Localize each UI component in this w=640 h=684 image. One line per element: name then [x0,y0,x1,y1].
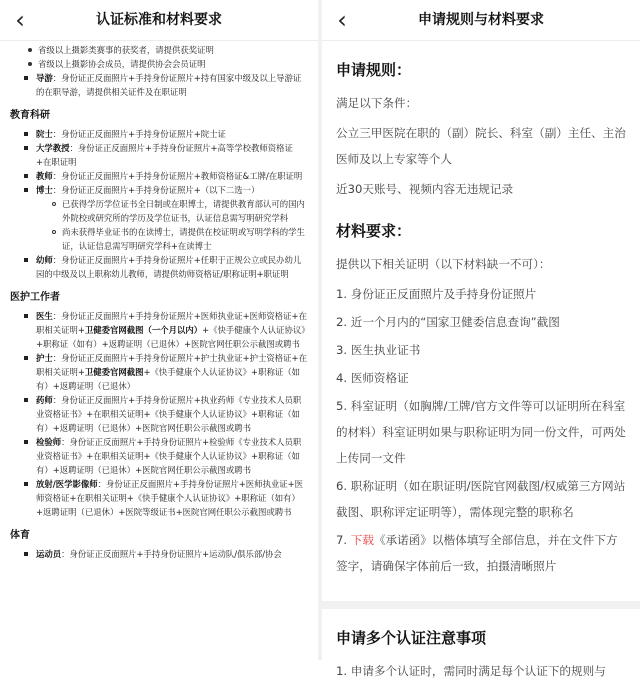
notes-heading: 申请多个认证注意事项 [336,629,487,647]
guide-item [10,71,308,99]
left-nav-bar [0,0,318,41]
list-item: 省级以上摄影协会成员，请提供协会会员证明 [38,57,308,71]
medical-item [10,309,308,351]
material-item: 3. 医生执业证书 [336,343,421,357]
item-tail: +《快手健康个人认证协议》+职称证（如有）+返聘证明（已退休）+医院官网任职公示截图或聘书 [36,325,306,349]
rules-text: 近30天账号、视频内容无违规记录 [336,182,514,196]
rules-text: 公立三甲医院在职的（副）院长、科室（副）主任、主治医师及以上专家等个人 [336,126,626,166]
medical-item [10,477,308,519]
materials-intro: 提供以下相关证明（以下材料缺一不可）： [336,257,551,271]
material-item: 5. 科室证明（如胸牌/工牌/官方文件等可以证明所在科室的材料）科室证明如果与职称证明为同一份文件，可两处上传同一文件 [336,399,626,465]
material-item [336,527,628,579]
right-panel [322,0,640,678]
item-text: ：身份证正反面照片+手持身份证照片+教师资格证&工牌/在职证明 [52,171,303,181]
item-text: ：身份证正反面照片+手持身份证照片+检验师《专业技术人员职业资格证书》+在职相关证明+《快手健康个人认证协议》+职称证（如有）+返聘证明（已退休）+医院官网任职公示截图或聘书 [36,437,302,475]
item-text: ：身份证正反面照片+手持身份证照片+持有国家中级及以上导游证的在职导游，请提供相关证件及在职证明 [36,73,302,97]
edu-item [10,253,308,281]
page-title: 申请规则与材料要求 [418,12,544,28]
item-text: ：身份证正反面照片+手持身份证照片+医师执业证+医师资格证+在职相关证明+ [36,311,307,335]
left-content [0,41,318,561]
item-label: 院士 [36,129,53,139]
material-item: 2. 近一个月内的“国家卫健委信息查询”截图 [336,315,560,329]
edu-item [10,141,308,169]
back-arrow-icon[interactable]: ‹ [337,6,347,34]
item-label: 教师 [36,171,53,181]
item-text: ：身份证正反面照片+手持身份证照片+护士执业证+护士资格证+在职相关证明+ [36,353,307,377]
item-label: 药师 [36,395,53,405]
list-item: 省级以上摄影类赛事的获奖者，请提供获奖证明 [38,43,308,57]
rules-intro: 满足以下条件： [336,96,418,110]
item-text: ：身份证正反面照片+手持身份证照片+任职于正规公立或民办幼儿园的中级及以上职称幼儿教师，请提供幼师资格证/职称证明+职证明 [36,255,302,279]
item-text: ：身份证正反面照片+手持身份证照片+院士证 [52,129,226,139]
medical-item [10,393,308,435]
item-text: ：身份证正反面照片+手持身份证照片+执业药师《专业技术人员职业资格证书》+在职相关证明+《快手健康个人认证协议》+职称证（如有）+返聘证明（已退休）+医院官网任职公示截图或聘书 [36,395,302,433]
right-nav-bar [322,0,640,41]
item-text: ：身份证正反面照片+手持身份证照片+医师执业证+医师资格证+在职相关证明+《快手健康个人认证协议》+职称证（如有）+返聘证明（已退休）+医院等级证书+医院官网任职公示截图或聘书 [36,479,303,517]
item-label: 运动员 [36,549,62,559]
materials-heading: 材料要求： [336,222,412,240]
medical-item [10,351,308,393]
left-panel [0,0,318,660]
item-label: 医生 [36,311,53,321]
item-label: 护士 [36,353,53,363]
item-text: ：身份证正反面照片+手持身份证照片+高等学校教师资格证+在职证明 [36,143,293,167]
medical-item [10,435,308,477]
list-item: 尚未获得毕业证书的在读博士，请提供在校证明或写明学科的学生证，认证信息需写明研究学科+在读博士 [62,225,308,253]
item-label: 大学教授 [36,143,70,153]
edu-item [10,169,308,183]
sports-item [10,547,308,561]
item-text: ：身份证正反面照片+手持身份证照片+（以下二选一） [52,185,260,195]
edu-item [10,183,308,197]
material-item: 1. 身份证正反面照片及手持身份证照片 [336,287,537,301]
material-item: 6. 职称证明（如在职证明/医院官网截图/权威第三方网站截图、职称评定证明等），需体现完整的职称名 [336,479,626,519]
material-item: 4. 医师资格证 [336,371,409,385]
phd-options [10,197,308,253]
section-heading-edu: 教育科研 [10,110,50,121]
list-item: 已获得学历学位证书全日制或在职博士，请提供教育部认可的国内外院校或研究所的学历及学位证书，认证信息需写明研究学科 [62,197,308,225]
section-divider [322,601,640,609]
item-bold: 卫健委官网截图（一个月以内） [84,325,203,335]
item-text: 《承诺函》以楷体填写全部信息，并在文件下方签字，请确保字体前后一致，拍摄清晰照片 [336,533,618,573]
page-title: 认证标准和材料要求 [96,12,222,28]
edu-item [10,127,308,141]
item-number: 7. [336,533,351,547]
item-label: 博士 [36,185,53,195]
item-label: 导游 [36,73,53,83]
notes-item: 1. 申请多个认证时，需同时满足每个认证下的规则与 [336,664,606,678]
right-content [322,59,640,684]
item-bold: 卫健委官网截图 [84,367,144,377]
item-label: 放射/医学影像师 [36,479,98,489]
rules-heading: 申请规则： [336,61,412,79]
item-label: 幼师 [36,255,53,265]
item-tail: +《快手健康个人认证协议》+职称证（如有）+返聘证明（已退休） [36,367,300,391]
item-label: 检验师 [36,437,62,447]
back-arrow-icon[interactable]: ‹ [15,6,25,34]
section-heading-medical: 医护工作者 [10,292,60,303]
download-link[interactable]: 下载 [350,533,374,547]
photography-list [10,43,308,71]
section-heading-sports: 体育 [10,530,30,541]
item-text: ：身份证正反面照片+手持身份证照片+运动队/俱乐部/协会 [61,549,282,559]
